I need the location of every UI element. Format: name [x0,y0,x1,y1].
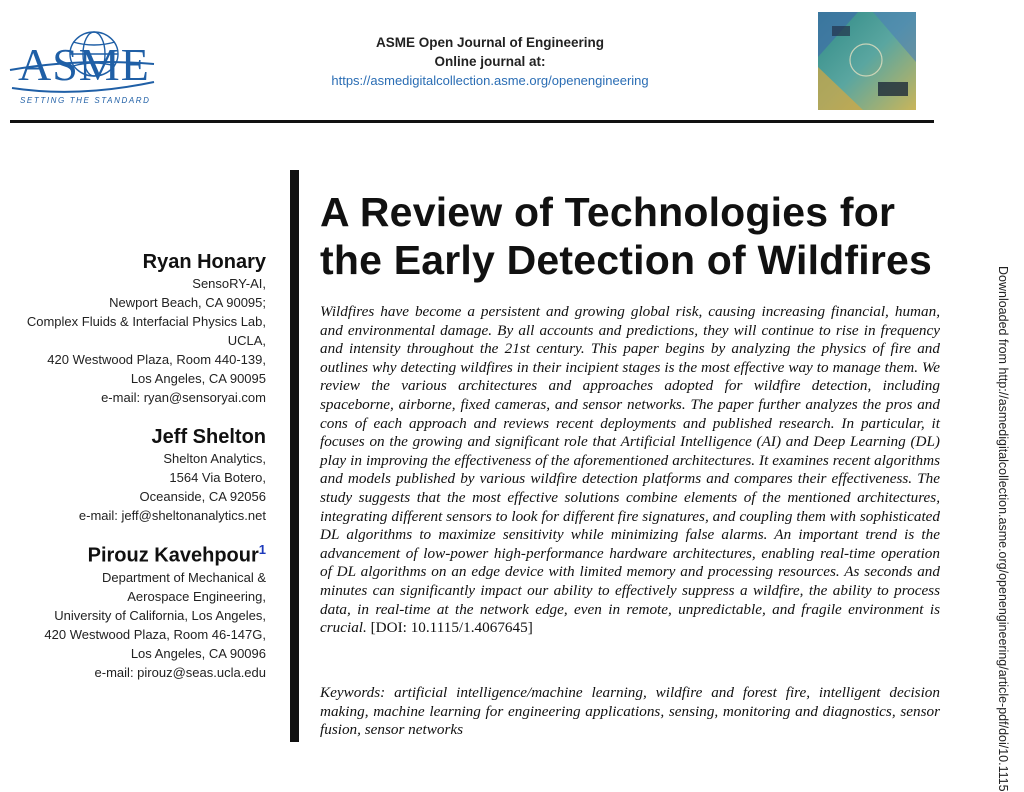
journal-subtitle: Online journal at: [434,54,546,69]
author-name: Ryan Honary [142,251,266,273]
affiliation-line: Shelton Analytics, [163,451,266,466]
journal-url-link[interactable]: https://asmedigitalcollection.asme.org/openengineering [331,73,649,88]
affiliation-line: Los Angeles, CA 90095 [130,371,266,386]
keywords: Keywords: artificial intelligence/machine learning, wildfire and forest fire, intelligent decision making, machine learning for engineering applications, sensing, monitoring and diagnostics, sensor fusion, sensor networks [320,684,940,739]
abstract [320,303,940,638]
paper-title: A Review of Technologies for the Early Detection of Wildfires [320,189,933,283]
affiliation-line: 1564 Via Botero, [169,470,266,485]
logo-wordmark: ASME [18,39,150,90]
affiliation-line: SensoRY-AI, [192,276,266,291]
affiliation-line: University of California, Los Angeles, [54,607,266,623]
affiliation-line: Aerospace Engineering, [127,588,266,604]
abstract-text: Wildfires have become a persistent and growing global risk, causing increasing financial, human, and environmental damage. By all accounts and predictions, they will continue to rise in frequency and intensity throughout the 21st century. This paper begins by analyzing the physics of fire and outlines why detecting wildfires in their incipient stages is the most effective way to manage them. We review the various architectures and approaches adopted for wildfire detection, including spaceborne, airborne, fixed cameras, and sensor networks. The paper further analyzes the pros and cons of each approach and reviews recent deployments and published research. In particular, it focuses on the growing and significant role that Artificial Intelligence (AI) and Deep Learning (DL) play in improving the effectiveness of the aforementioned architectures. It examines recent algorithms and models published by various wildfire detection platforms and compares their effectiveness. The study suggests that the most effective solutions combine elements of the mentioned architectures, integrating different sensors to look for different fire signatures, and coupling them with sophisticated DL algorithms to maximize sensitivity while minimizing false alarms. An important trend is the advancement of low-power high-performance hardware architectures, enabling real-time operation of DL algorithms on an edge device with limited memory and processing resources. As seconds and minutes can significantly impact our ability to effectively suppress a wildfire, the ability to process data, in real-time at the network edge, even in remote, unpredictable, and fragile environment is crucial. [320,303,940,637]
asme-logo [8,18,158,108]
header-divider [10,120,934,123]
affiliation-line: UCLA, [227,333,266,348]
affiliation-line: 420 Westwood Plaza, Room 46-147G, [44,626,266,642]
affiliation-line: Oceanside, CA 92056 [139,489,266,504]
footnote-marker[interactable]: 1 [258,542,266,557]
journal-cover-image [818,12,916,110]
author-3 [44,538,266,682]
author-email[interactable]: e-mail: pirouz@seas.ucla.edu [94,664,266,680]
affiliation-line: Los Angeles, CA 90096 [130,645,266,661]
author-email[interactable]: e-mail: ryan@sensoryai.com [101,390,266,405]
doi-link[interactable]: [DOI: 10.1115/1.4067645] [370,619,533,637]
author-name-text: Pirouz Kavehpour [87,544,259,567]
vertical-rule [290,170,299,742]
affiliation-line: Newport Beach, CA 90095; [109,295,266,310]
download-note: Downloaded from http://asmedigitalcollection.asme.org/openengineering/article-pdf/doi/10.1115 [996,266,1010,792]
affiliation-line: 420 Westwood Plaza, Room 440-139, [47,352,266,367]
author-name [44,538,266,568]
journal-name: ASME Open Journal of Engineering [375,35,605,50]
author-1 [27,250,266,407]
affiliation-line: Department of Mechanical & [101,569,266,585]
author-email[interactable]: e-mail: jeff@sheltonanalytics.net [78,508,266,523]
author-name: Jeff Shelton [151,426,266,448]
journal-info [300,33,680,90]
logo-tagline: SETTING THE STANDARD [20,96,151,105]
author-2 [79,425,266,525]
affiliation-line: Complex Fluids & Interfacial Physics Lab, [26,314,266,329]
